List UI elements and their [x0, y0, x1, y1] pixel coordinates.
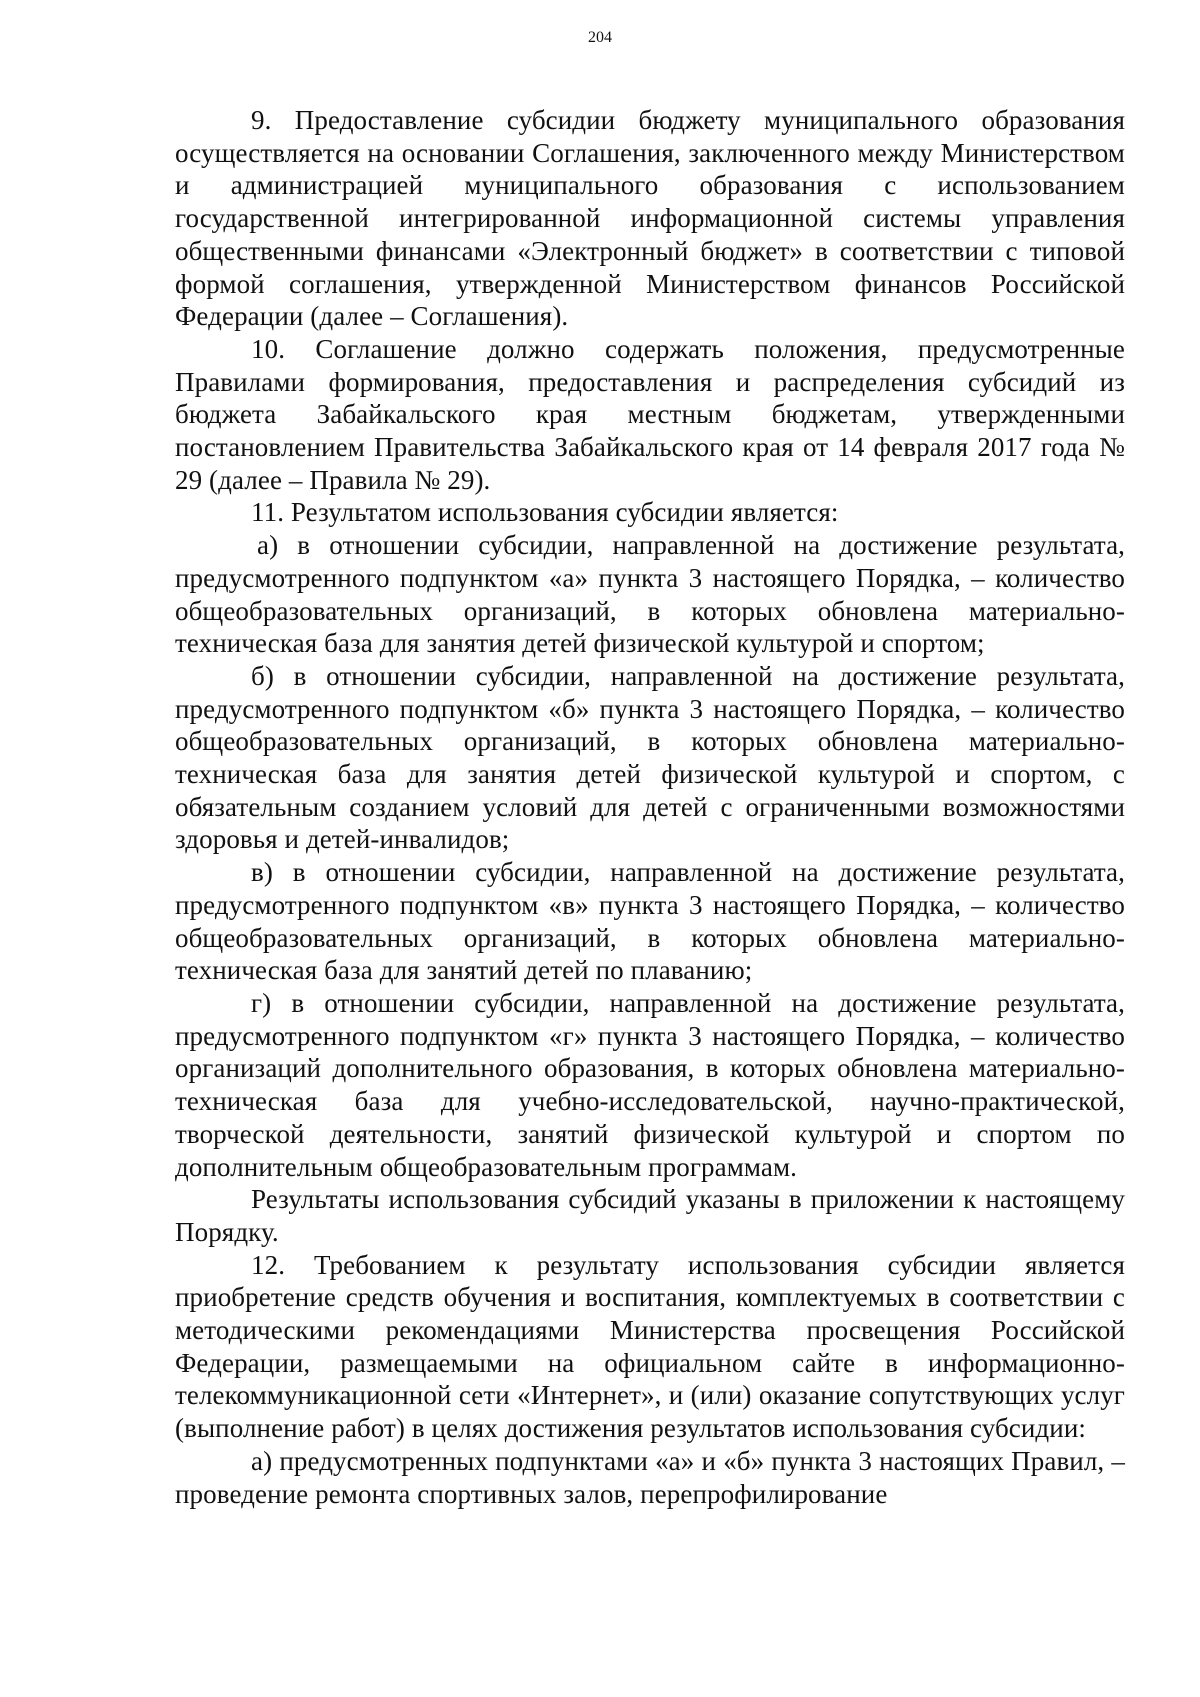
paragraph-12a: а) предусмотренных подпунктами «а» и «б» пункта 3 настоящих Правил, – проведение ремонта спортивных залов, перепрофилирование — [175, 1445, 1125, 1509]
paragraph-11g: г) в отношении субсидии, направленной на достижение результата, предусмотренного подпунктом «г» пункта 3 настоящего Порядка, – количество организаций дополнительного образования, в которых обновлена материально-техническая база для учебно-исследовательской, научно-практической, творческой деятельности, занятий физической культурой и спортом по дополнительным общеобразовательным программам. — [175, 987, 1125, 1182]
paragraph-11b: б) в отношении субсидии, направленной на достижение результата, предусмотренного подпунктом «б» пункта 3 настоящего Порядка, – количество общеобразовательных организаций, в которых обновлена материально-техническая база для занятия детей физической культурой и спортом, с обязательным созданием условий для детей с ограниченными возможностями здоровья и детей-инвалидов; — [175, 660, 1125, 855]
page-number: 204 — [588, 29, 612, 46]
paragraph-12-requirement: 12. Требованием к результату использования субсидии является приобретение средств обучения и воспитания, комплектуемых в соответствии с методическими рекомендациями Министерства просвещения Российской Федерации, размещаемыми на официальном сайте в информационно-телекоммуникационной сети «Интернет», и (или) оказание сопутствующих услуг (выполнение работ) в целях достижения результатов использования субсидии: — [175, 1249, 1125, 1444]
document-body — [175, 104, 1125, 1510]
paragraph-11-result: 11. Результатом использования субсидии является: — [251, 497, 839, 528]
paragraph-11a: а) в отношении субсидии, направленной на достижение результата, предусмотренного подпунктом «а» пункта 3 настоящего Порядка, – количество общеобразовательных организаций, в которых обновлена материально-техническая база для занятия детей физической культурой и спортом; — [175, 530, 1125, 659]
paragraph-results-annex: Результаты использования субсидий указаны в приложении к настоящему Порядку. — [175, 1184, 1125, 1247]
paragraph-11v: в) в отношении субсидии, направленной на достижение результата, предусмотренного подпунктом «в» пункта 3 настоящего Порядка, – количество общеобразовательных организаций, в которых обновлена материально-техническая база для занятий детей по плаванию; — [175, 857, 1125, 986]
paragraph-9-subsidy-provision: 9. Предоставление субсидии бюджету муниципального образования осуществляется на основании Соглашения, заключенного между Министерством и администрацией муниципального образования с использованием государственной интегрированной информационной системы управления общественными финансами «Электронный бюджет» в соответствии с типовой формой соглашения, утвержденной Министерством финансов Российской Федерации (далее – Соглашения). — [175, 105, 1125, 332]
paragraph-10-agreement-content: 10. Соглашение должно содержать положения, предусмотренные Правилами формирования, предоставления и распределения субсидий из бюджета Забайкальского края местным бюджетам, утвержденными постановлением Правительства Забайкальского края от 14 февраля 2017 года № 29 (далее – Правила № 29). — [175, 333, 1125, 495]
